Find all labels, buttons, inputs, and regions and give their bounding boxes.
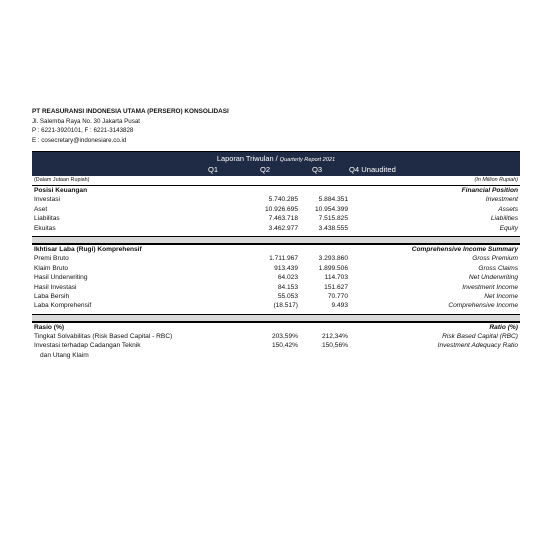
row-value-q1: (18.517) [273, 302, 298, 310]
row-value-q1: 7.463.718 [268, 215, 298, 223]
row-label-en: Comprehensive Income [448, 302, 518, 310]
table-row [32, 205, 520, 214]
table-row [32, 283, 520, 292]
row-label-id: Tingkat Solvabilitas (Risk Based Capital - RBC) [34, 333, 173, 341]
row-label-id: Investasi terhadap Cadangan Teknik [34, 342, 141, 350]
report-table [32, 176, 520, 361]
quarterly-report-document [32, 108, 520, 360]
row-label-en: Net Underwriting [468, 274, 518, 282]
row-value-q2: 151.627 [324, 283, 348, 291]
table-row [32, 273, 520, 282]
row-label-id: Investasi [34, 196, 61, 204]
row-value-q1: 150,42% [271, 342, 298, 350]
table-row [32, 351, 520, 360]
row-value-q2: 3.438.555 [318, 224, 348, 232]
report-title-sub: Quarterly Report 2021 [279, 156, 336, 163]
section-title-ratio [32, 322, 520, 332]
section-title-en: Ratio (%) [489, 323, 518, 331]
row-label-en: Gross Claims [478, 264, 518, 272]
row-label-en: Gross Premium [472, 255, 518, 263]
row-label-id: Premi Bruto [34, 255, 69, 263]
table-row [32, 332, 520, 341]
row-label-id: Hasil Underwriting [34, 274, 88, 282]
table-row [32, 301, 520, 310]
row-value-q2: 212,34% [321, 333, 348, 341]
company-phone: P : 6221-3920101, F : 6221-3143828 [32, 127, 134, 135]
row-value-q2: 150,56% [321, 342, 348, 350]
row-value-q1: 913.439 [274, 264, 298, 272]
row-value-q2: 10.954.399 [314, 205, 348, 213]
row-value-q1: 1.711.967 [269, 255, 298, 263]
section-title-position [32, 185, 520, 195]
column-q4: Q4 Unaudited [349, 164, 396, 174]
company-info [32, 108, 520, 144]
column-q1: Q1 [208, 164, 219, 174]
row-value-q2: 70.770 [327, 292, 348, 300]
row-value-q1: 10.926.695 [264, 205, 298, 213]
section-title-id: Rasio (%) [34, 323, 65, 331]
row-label-id: Aset [34, 205, 48, 213]
row-value-q2: 114.703 [324, 274, 348, 282]
row-value-q1: 5.740.285 [268, 196, 298, 204]
row-value-q2: 3.293.860 [318, 255, 348, 263]
section-title-en: Comprehensive Income Summary [411, 245, 518, 253]
row-label-en: Net Income [484, 292, 518, 300]
row-label-en: Risk Based Capital (RBC) [442, 333, 518, 341]
row-value-q2: 9.493 [331, 302, 348, 310]
section-title-en: Financial Position [461, 186, 518, 194]
table-row [32, 292, 520, 301]
row-value-q1: 55.053 [277, 292, 298, 300]
row-value-q1: 64.023 [277, 274, 298, 282]
column-q3: Q3 [312, 164, 323, 174]
row-label-en: Investment Adequacy Ratio [437, 342, 518, 350]
section-gap [32, 237, 520, 244]
row-label-en: Liabilities [490, 215, 518, 223]
table-row [32, 195, 520, 204]
row-label-id: Laba Komprehensif [34, 302, 92, 310]
row-label-id: Klaim Bruto [34, 264, 69, 272]
company-email: E : cosecretary@indonesiare.co.id [32, 136, 127, 144]
row-value-q1: 84.153 [277, 283, 298, 291]
row-label-id: Liabilitas [34, 215, 60, 223]
company-address: Jl. Salemba Raya No. 30 Jakarta Pusat [32, 118, 140, 125]
report-title [32, 154, 520, 163]
row-label-en: Equity [499, 224, 518, 232]
row-label-en: Investment Income [462, 283, 518, 291]
row-value-q1: 3.462.977 [268, 224, 298, 232]
row-label-id: Ekuitas [34, 224, 56, 232]
column-q2: Q2 [260, 164, 271, 174]
row-value-q2: 7.515.825 [318, 215, 348, 223]
table-row [32, 254, 520, 263]
section-gap [32, 315, 520, 322]
table-row [32, 341, 520, 350]
company-name: PT REASURANSI INDONESIA UTAMA (PERSERO) KONSOLIDASI [32, 108, 229, 115]
report-header [32, 151, 520, 176]
row-label-en: Investment [485, 196, 518, 204]
units-label-id: (Dalam Jutaan Rupiah) [34, 176, 90, 183]
units-row [32, 176, 520, 185]
report-title-main: Laporan Triwulan / [216, 153, 278, 163]
row-value-q2: 1.899.506 [318, 264, 348, 272]
row-value-q1: 203,59% [271, 333, 298, 341]
row-value-q2: 5.884.351 [318, 196, 348, 204]
table-row [32, 214, 520, 223]
section-title-id: Ikhtisar Laba (Rugi) Komprehensif [34, 245, 142, 253]
section-title-income [32, 244, 520, 254]
row-label-en: Assets [498, 205, 518, 213]
table-row [32, 224, 520, 233]
units-label-en: (In Million Rupiah) [474, 176, 518, 183]
table-row [32, 264, 520, 273]
row-label-continuation: dan Utang Klaim [40, 351, 89, 359]
section-title-id: Posisi Keuangan [34, 186, 88, 194]
row-label-id: Hasil Investasi [34, 283, 77, 291]
row-label-id: Laba Bersih [34, 292, 70, 300]
